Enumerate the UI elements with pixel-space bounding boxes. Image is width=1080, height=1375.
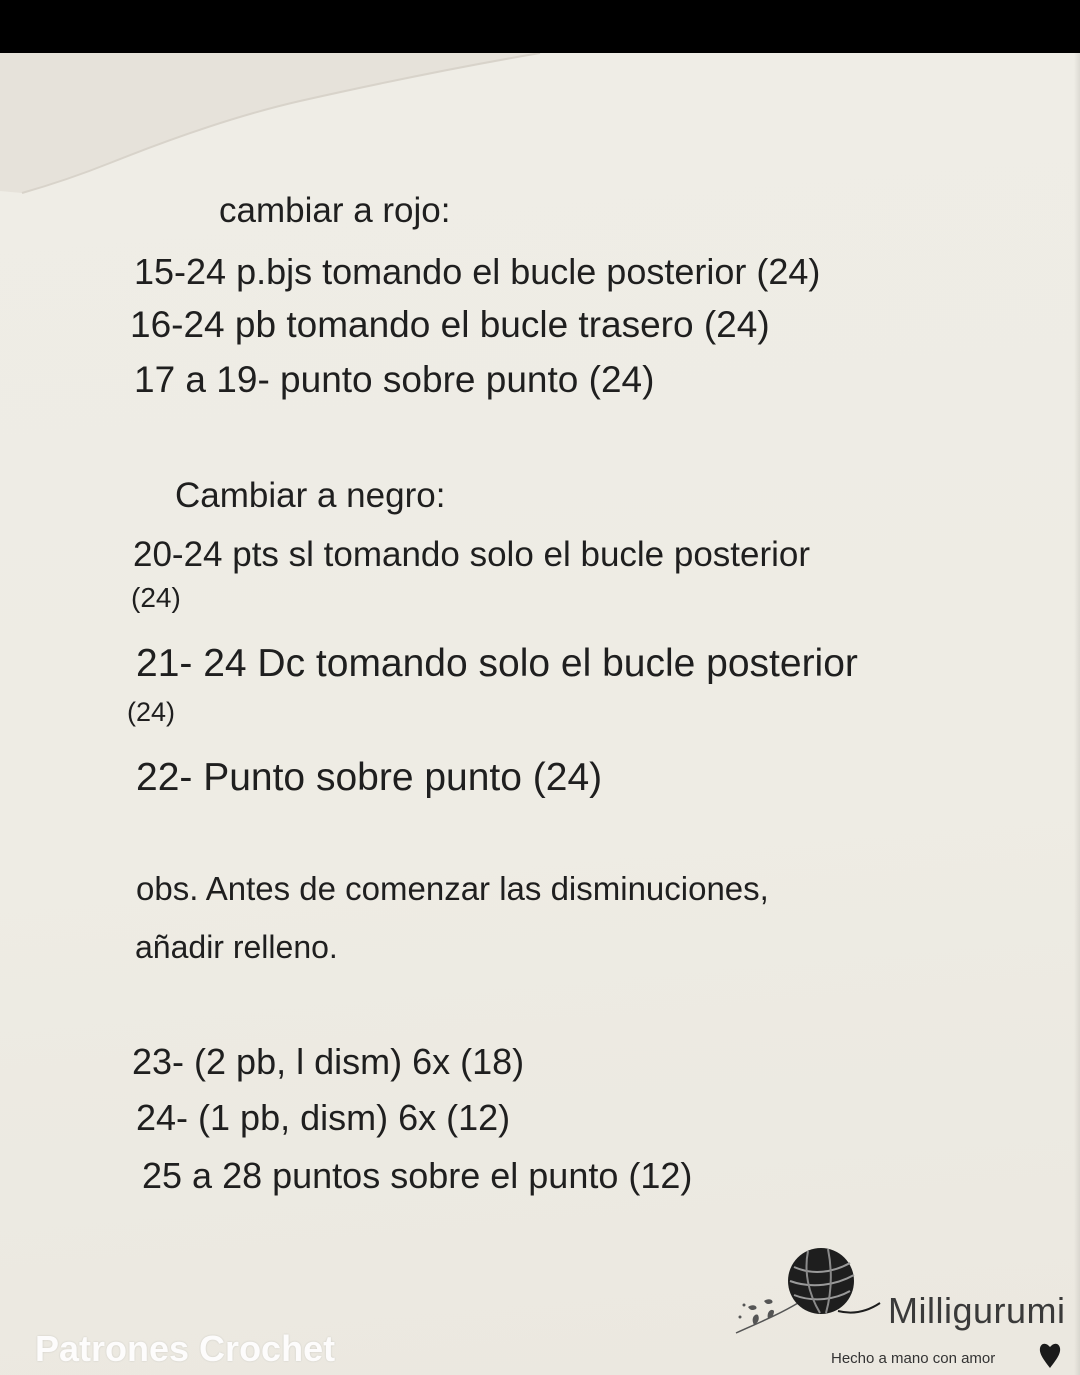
pattern-row-25-28: 25 a 28 puntos sobre el punto (12)	[142, 1155, 693, 1196]
brand-tagline: Hecho a mano con amor	[831, 1350, 996, 1367]
pattern-row-16: 16-24 pb tomando el bucle trasero (24)	[130, 304, 770, 345]
pattern-row-23: 23- (2 pb, l dism) 6x (18)	[132, 1041, 525, 1082]
section-heading-negro: Cambiar a negro:	[175, 476, 446, 515]
brand-name: Milligurumi	[888, 1290, 1066, 1331]
pattern-row-24: 24- (1 pb, dism) 6x (12)	[136, 1097, 511, 1138]
pattern-row-21-count: (24)	[127, 697, 176, 727]
torn-paper-corner	[0, 53, 560, 203]
pattern-row-17-19: 17 a 19- punto sobre punto (24)	[134, 359, 655, 400]
observation-line-2: añadir relleno.	[135, 929, 338, 965]
pattern-row-15: 15-24 p.bjs tomando el bucle posterior (24)	[134, 251, 821, 292]
section-heading-rojo: cambiar a rojo:	[219, 191, 451, 230]
watermark-text: Patrones Crochet	[35, 1328, 336, 1369]
top-black-bar	[0, 0, 1080, 53]
heart-icon	[1038, 1340, 1062, 1370]
yarn-ball-icon	[728, 1245, 888, 1345]
paper-edge-shadow	[1074, 53, 1080, 1375]
observation-line-1: obs. Antes de comenzar las disminuciones,	[136, 870, 769, 907]
pattern-row-21: 21- 24 Dc tomando solo el bucle posterior	[136, 642, 858, 685]
pattern-row-20: 20-24 pts sl tomando solo el bucle posterior	[133, 535, 811, 574]
pattern-row-20-count: (24)	[131, 582, 181, 613]
pattern-row-22: 22- Punto sobre punto (24)	[136, 756, 603, 799]
